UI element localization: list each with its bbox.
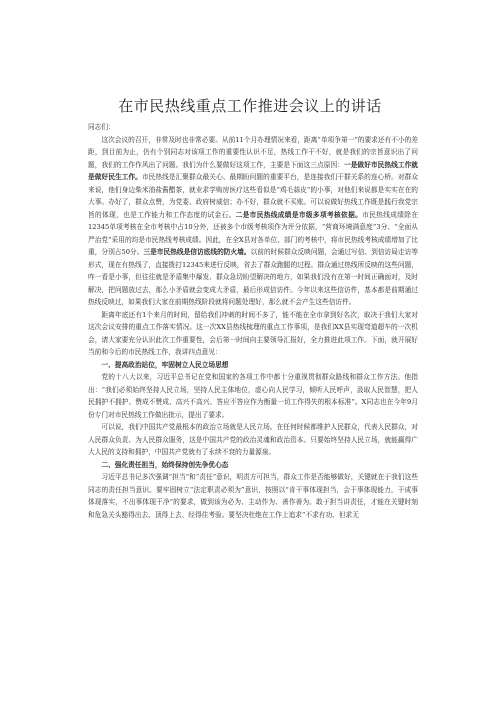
paragraph-xi-quote: 党的十八大以来，习近平总书记在党和国家的各项工作中都十分重视贯彻群众路线和群众工作方法。他指出：“我们必须始终坚持人民立场，坚持人民主体地位，虚心向人民学习，倾听人民呼声，汲取人民智慧，把人民拥护不拥护、赞成不赞成、高兴不高兴、答应不答应作为衡量一切工作得失的根本标准”。X同志也在今年9月份专门对市民热线工作做出批示，提出了要求。 — [88, 373, 418, 419]
bold-point: 二是市民热线成绩是市级多项考核依据。 — [235, 210, 363, 219]
paragraph-deadline: 距离年底还有1个来月的时间，留给我们冲刺的时间不多了，能不能在全市拿到好名次，取决于我们大家对这次会议安排的重点工作落实情况。这一次XX县热线梳理的重点工作事项，是我们XX县实现弯道超车的一次机会，请大家要充分认识此次工作重要性，会后第一时间向主要领导汇报好，全力推进此项工作。下面，就开展好当前和今后的市民热线工作，我讲四点意见： — [88, 310, 418, 356]
salutation: 同志们： — [88, 123, 115, 131]
text-run: 这次会议的召开，非常及时也非常必要。从前11个月办理情况来看，距离“单项争第一”的要求还有不小的差距，到目前为止，仍有个别同志对该项工作的重要性认识不足，热线工作干不好，就是我们的宗旨意识出了问题，我们的工作作风出了问题。我们为什么要做好这项工作，主要是下面这三点原因： — [88, 135, 418, 169]
section-heading-2: 二、强化责任担当，始终保持创先争优心态 — [101, 460, 229, 469]
section-heading-1: 一、提高政治站位，牢固树立人民立场思想 — [101, 360, 229, 369]
paragraph-people-stance: 可以说，我们中国共产党最根本的政治立场就是人民立场。在任何时候都维护人民群众，代表人民群众，对人民群众负责、为人民群众服务，这是中国共产党的政治灵魂和政治资本。只要始终坚持人民立场，就能赢得广大人民的支持和拥护，中国共产党就有了永续不衰的力量源泉。 — [88, 423, 418, 456]
text-run: 以前的时候群众反映问题，会通过写信、到信访局走访等形式，现在有热线了，直接拨打12345来进行反映，省去了群众跑腿的过程。群众通过热线所反映的这些问题，咋一看是小事，但往往就是矛盾集中爆发、群众急切盼望解决的地方，如果我们没有在第一时间正确面对，及时解决，把问题放过去，那么小矛盾就会变成大矛盾，最后形成信访件。今年以来这些信访件，基本都是前期通过热线反映过，如果我们大家在前期热线阶段就将问题处理好，那么就不会产生这些信访件。 — [88, 248, 419, 306]
paragraph-reasons — [88, 134, 418, 309]
document-body — [88, 121, 418, 521]
text-run: 市民热线是汇聚群众最关心、最期盼问题的重要平台，是连接我们干群关系的连心桥。对群众来说，他们身边柴米油盐酱醋茶，就业求学购房医疗这些看似是“鸡毛蒜皮”的小事，对他们来说都是实实在在的大事。办好了，群众点赞，为党委、政府树威信；办不好，群众就不买账。可以说做好热线工作既是践行我党宗旨的体现，也是工作能力和工作态度的试金石。 — [88, 173, 419, 219]
paragraph-responsibility: 习近平总书记多次强调“担当”和“责任”意识，明责方可担当，群众工作是否能够做好，关键就在于我们这些同志的责任担当意识。要牢固树立“法定职责必须为”意识，按照以“肯干事体现担当，会干事体现能力，干成事体现落实，不出事体现干净”的要求，做到该为必为、主动作为、善作善为。敢于担当讲责任，才能在关键时刻和危急关头豁得出去、顶得上去、经得住考验。要坚决杜绝在工作上追求“不求有功、但求无 — [88, 473, 418, 519]
bold-point: 一是做好市民热线工作就是做好民生工作。 — [88, 160, 418, 181]
text-run: 市民热线成绩除在12345单项考核在全市考核中占10分外，还被多个市级考核项作为评分依据，“营商环境满意度”3分、“全面从严治党”采用的均是市民热线考核成绩。因此，在全X县对各单位、部门的考核中，将市民热线考核成绩增加了比重，分别占50分。 — [88, 210, 419, 256]
document-title: 在市民热线重点工作推进会议上的讲话 — [118, 97, 382, 115]
bold-point: 三是市民热线是信访底线的防火墙。 — [143, 248, 251, 256]
